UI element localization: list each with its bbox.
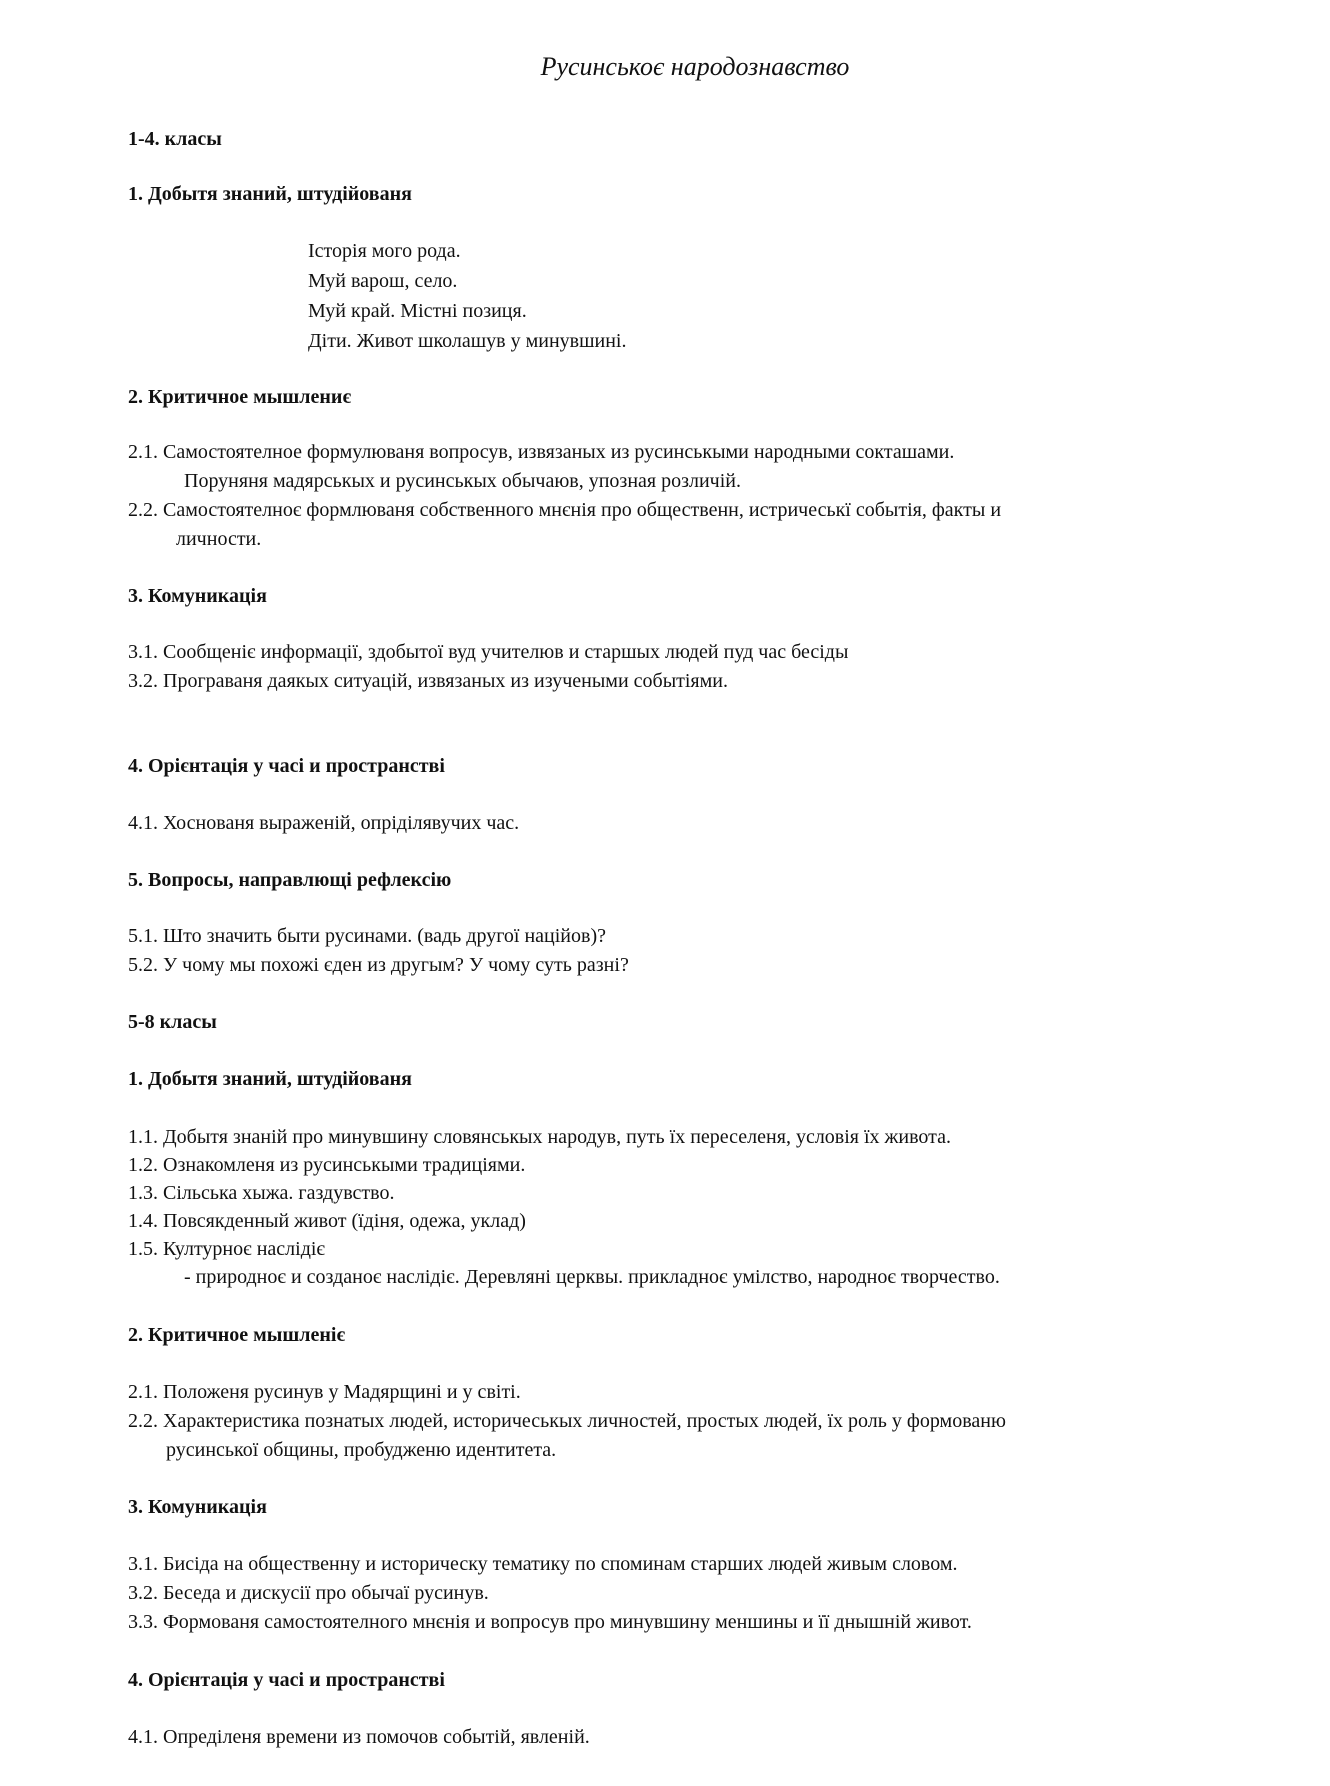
list-item-continuation: русинської общины, пробудженю идентитета. xyxy=(166,1439,557,1461)
list-item: 2.2. Характеристика познатых людей, историчеськых личностей, простых людей, їх роль у формованю xyxy=(128,1410,1006,1432)
grade-heading-1-4: 1-4. класы xyxy=(128,128,222,150)
list-item: 5.1. Што значить быти русинами. (вадь другої наційов)? xyxy=(128,925,606,947)
list-item: 3.2. Програваня даякых ситуацій, извязаных из изучеными событіями. xyxy=(128,670,728,692)
section-heading-orientation: 4. Орієнтація у часі и пространстві xyxy=(128,1669,445,1691)
list-item: 3.1. Бисіда на общественну и историческу тематику по споминам старших людей живым словом. xyxy=(128,1553,958,1575)
list-item: Муй край. Містні позиця. xyxy=(308,300,527,322)
list-item: 1.1. Добытя знаній про минувшину словянськых народув, путь їх переселеня, условія їх живота. xyxy=(128,1126,951,1148)
section-heading-critical-thinking: 2. Критичное мышленіє xyxy=(128,1324,346,1346)
list-item: Історія мого рода. xyxy=(308,240,461,262)
list-item: 1.4. Повсякденный живот (їдіня, одежа, уклад) xyxy=(128,1210,526,1232)
document-title: Русинськоє народознавство xyxy=(540,52,850,81)
list-item: 5.2. У чому мы похожі єден из другым? У чому суть разні? xyxy=(128,954,629,976)
list-item: 1.2. Ознакомленя из русинськыми традиціями. xyxy=(128,1154,526,1176)
list-item: 2.1. Положеня русинув у Мадярщині и у світі. xyxy=(128,1381,521,1403)
list-item: Муй варош, село. xyxy=(308,270,458,292)
list-item: 2.2. Самостоятелноє формлюваня собственного мнєнія про общественн, истричеськї событія, факты и xyxy=(128,499,1002,521)
list-item: 3.1. Сообщеніє информації, здобытої вуд учителюв и старшых людей пуд час бесіды xyxy=(128,641,849,663)
list-item: 2.1. Самостоятелное формулюваня вопросув, извязаных из русинськыми народными сокташами. xyxy=(128,441,955,463)
list-item-continuation: личности. xyxy=(176,528,262,550)
list-item: 3.3. Формованя самостоятелного мнєнія и вопросув про минувшину меншины и її днышній живот. xyxy=(128,1611,972,1633)
section-heading-knowledge: 1. Добытя знаний, штудійованя xyxy=(128,1068,412,1090)
section-heading-reflection: 5. Вопросы, направлющі рефлексію xyxy=(128,869,452,891)
list-item: 4.1. Опреділеня времени из помочов событій, явлeній. xyxy=(128,1726,590,1748)
section-heading-critical-thinking: 2. Критичное мышлениє xyxy=(128,386,352,408)
section-heading-knowledge: 1. Добытя знаний, штудійованя xyxy=(128,183,412,205)
list-item: 4.1. Хоснованя выражeній, опріділявучих час. xyxy=(128,812,520,834)
list-item: 3.2. Беседа и дискусії про обычаї русинув. xyxy=(128,1582,489,1604)
list-item-subpoint: - природноє и созданоє наслідіє. Деревляні церквы. прикладноє умілство, народноє творчество. xyxy=(184,1266,1000,1288)
list-item: Діти. Живот школашув у минувшині. xyxy=(308,330,627,352)
section-heading-communication: 3. Комуникація xyxy=(128,585,267,607)
section-heading-communication: 3. Комуникація xyxy=(128,1496,267,1518)
list-item: 1.5. Културноє наслідіє xyxy=(128,1238,326,1260)
grade-heading-5-8: 5-8 класы xyxy=(128,1011,217,1033)
list-item: 1.3. Сільська хыжа. газдувство. xyxy=(128,1182,395,1204)
list-item-continuation: Поруняня мадярськых и русинськых обычаюв, упозная розличій. xyxy=(184,470,742,492)
section-heading-orientation: 4. Орієнтація у часі и пространстві xyxy=(128,755,445,777)
